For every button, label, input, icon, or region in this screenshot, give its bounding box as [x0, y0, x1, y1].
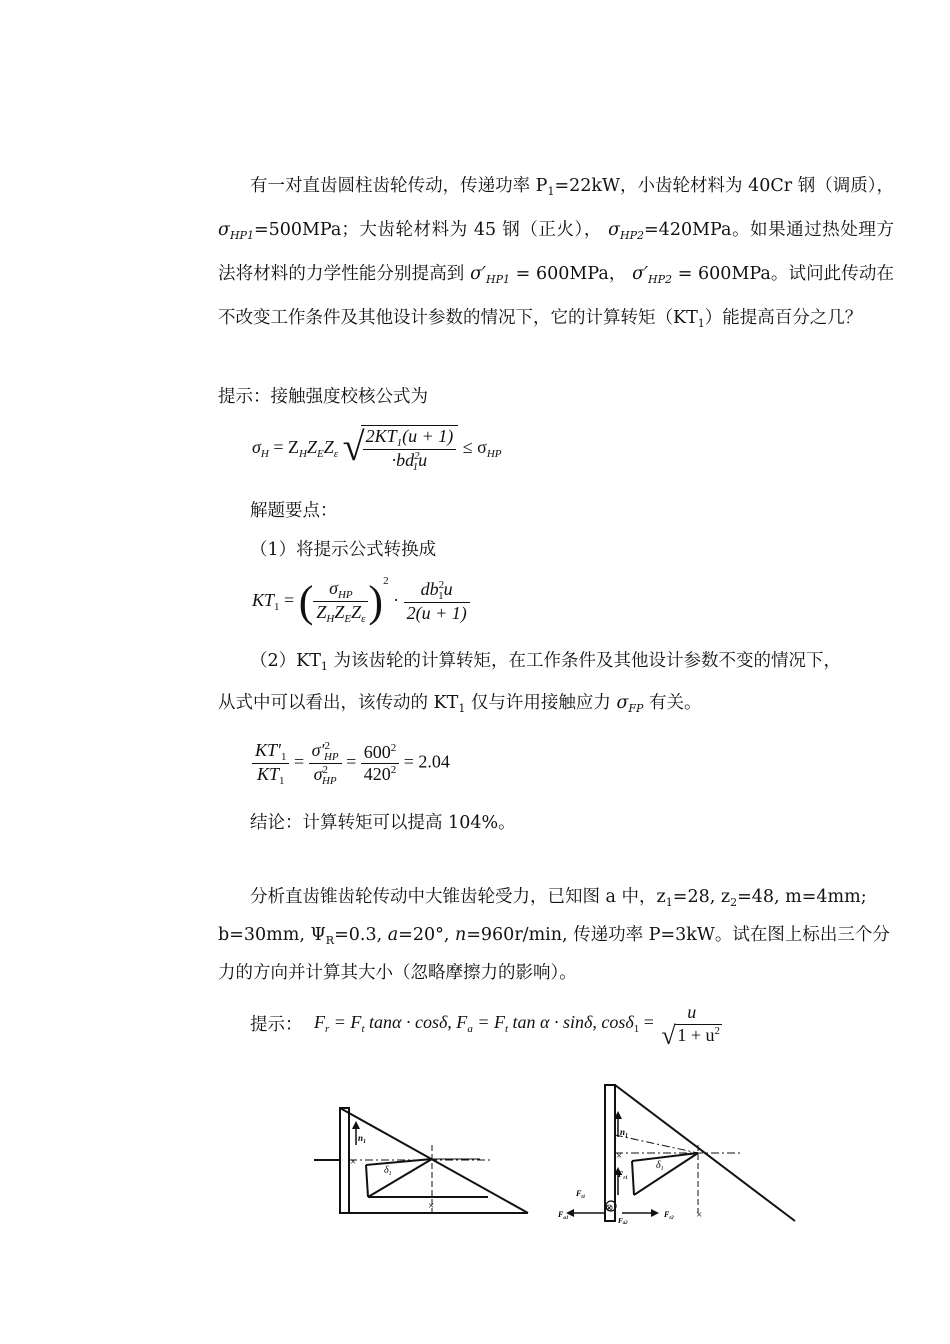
- text-run: =20°,: [398, 925, 455, 945]
- label-n1: $n_1$: [620, 1127, 629, 1139]
- sub: a: [467, 1023, 473, 1036]
- problem2-hint-label: 提示：: [250, 1015, 303, 1035]
- sub: HP: [337, 589, 353, 602]
- into-page-symbol: ⊗: [605, 1203, 614, 1214]
- sub: ε: [361, 613, 366, 626]
- cross-mark: ×: [696, 1209, 703, 1221]
- sym: σ: [313, 764, 323, 784]
- subscript: 1: [547, 185, 555, 198]
- problem2-line2: [218, 922, 890, 954]
- subscript: HP1: [486, 273, 511, 286]
- text-run: =420MPa。如果通过热处理方法将材料的力学性能分别提高到: [218, 220, 894, 284]
- sym: 2KT: [365, 426, 397, 446]
- sup: 2: [714, 1024, 721, 1037]
- sym: σ: [329, 578, 338, 599]
- cross-mark: ×: [350, 1156, 357, 1168]
- cross-mark: ×: [616, 1150, 623, 1162]
- ratio-formula: [252, 740, 450, 787]
- sym: KT: [252, 590, 275, 610]
- cross-mark: ×: [428, 1200, 435, 1212]
- subscript: 2: [730, 896, 738, 909]
- sym: = 2.04: [399, 751, 450, 772]
- sym: = F: [472, 1012, 505, 1033]
- sym: = F: [329, 1012, 362, 1033]
- problem2-line3: 力的方向并计算其大小（忽略摩擦力的影响）。: [218, 963, 577, 983]
- sym: Z: [323, 437, 334, 458]
- square-root: √ $\frac{2KT_1(u + 1)}{\cdot bd^2_1u}$: [343, 425, 459, 473]
- sym: = Z: [268, 437, 299, 458]
- label-ft1: $F_{t1}$: [576, 1189, 586, 1200]
- text-run: =48, m=4mm;: [737, 887, 867, 907]
- problem1-paragraph: [218, 167, 894, 343]
- symbol: σ: [608, 220, 621, 240]
- subscript: HP2: [648, 273, 673, 286]
- sym: Z: [306, 437, 317, 458]
- text-run: =960r/min, 传递功率 P=3kW。试在图上标出三个分: [466, 925, 890, 945]
- sym: 600: [363, 742, 391, 762]
- label-n1: $n_1$: [358, 1133, 367, 1145]
- text-run: 分析直齿锥齿轮传动中大锥齿轮受力，已知图 a 中，z: [250, 887, 666, 907]
- figure-a: [314, 1108, 528, 1215]
- sub: 1: [274, 601, 280, 613]
- text-run: ）能提高百分之几？: [704, 308, 863, 328]
- text-run: =28, z: [672, 887, 731, 907]
- text-run: = 600MPa，: [510, 264, 627, 284]
- contact-stress-formula: [252, 425, 502, 473]
- solution-label: 解题要点：: [250, 501, 338, 521]
- text-run: 有一对直齿圆柱齿轮传动，传递功率 P: [250, 176, 548, 196]
- sub: 1: [412, 461, 419, 473]
- subscript: 1: [665, 896, 673, 909]
- text-run: =0.3,: [334, 925, 388, 945]
- text-run: 为该齿轮的计算转矩，在工作条件及其他设计参数不变的情况下，: [327, 651, 841, 671]
- sym: ≤ σ: [462, 437, 487, 458]
- sup: 2: [383, 575, 389, 587]
- sym: u: [418, 450, 428, 470]
- sub: ε: [333, 448, 339, 461]
- sym: u: [443, 579, 453, 600]
- symbol: σ: [616, 693, 629, 713]
- shaft-rect: [340, 1108, 349, 1213]
- sub: 1: [280, 751, 287, 763]
- text-run: = 600MPa。试问此传动在不改变工作条件及其他设计参数的情况下，它的计算转矩（KT: [218, 264, 894, 328]
- symbol: σ′: [470, 264, 487, 284]
- sup: 2: [390, 742, 397, 754]
- step1-label: （1）将提示公式转换成: [250, 540, 437, 560]
- sub: r: [325, 1023, 330, 1036]
- subscript: 1: [458, 702, 466, 715]
- sub: H: [299, 448, 307, 461]
- sym: Z: [316, 602, 327, 623]
- subscript: R: [325, 934, 335, 947]
- sub: 1: [396, 437, 403, 449]
- label-fa1: $F_{a1}$: [558, 1210, 569, 1221]
- sym: KT: [256, 764, 279, 784]
- sub: 1: [279, 775, 285, 787]
- label-delta1: $\delta_1$: [384, 1165, 392, 1177]
- sup: 2: [438, 579, 445, 592]
- bevel-gear-figures: [300, 1075, 810, 1235]
- sym: tanα · cosδ, F: [364, 1012, 468, 1033]
- bevel-force-formula: $F_r = F_t$ tanα · cosδ, $F_a = F_t$ tan α · sinδ, cosδ$_1$ = u √ $1 + u^2$: [314, 1002, 721, 1050]
- text-run: b=30mm, Ψ: [218, 925, 326, 945]
- text-run: 有关。: [643, 693, 702, 713]
- torque-formula: $KT_1$ = ( $\frac{\sigma_{HP}}{Z_HZ_EZ_\varepsilon}$ )$^2$ · $\frac{db^2_1u}{2(u + 1)}$: [252, 575, 470, 625]
- subscript: HP2: [620, 229, 645, 242]
- sym: σ: [252, 437, 261, 458]
- sym: (u + 1): [402, 426, 454, 446]
- sup: 2: [324, 740, 330, 752]
- sym: ·bd: [391, 450, 415, 470]
- sub: 1: [633, 1023, 640, 1036]
- text-run: （2）KT: [250, 651, 321, 671]
- sym: db: [420, 579, 439, 600]
- sym: =: [341, 751, 361, 772]
- sub: H: [260, 448, 269, 461]
- sym: 420: [363, 764, 391, 784]
- sup: 2: [390, 764, 397, 776]
- sub: t: [504, 1023, 509, 1036]
- sup: 2: [414, 450, 420, 462]
- conclusion: 结论：计算转矩可以提高 104%。: [250, 813, 516, 833]
- symbol: n: [454, 925, 467, 945]
- symbol: σ′: [632, 264, 649, 284]
- text-run: 仅与许用接触应力: [465, 693, 617, 713]
- text-run: =500MPa；大齿轮材料为 45 钢（正火），: [253, 220, 602, 240]
- sym: =: [289, 751, 309, 772]
- sub: E: [316, 448, 324, 461]
- sub: H: [326, 613, 335, 626]
- label-delta1: $\delta_1$: [656, 1160, 664, 1172]
- symbol: σ: [218, 220, 230, 240]
- problem2-line1: [250, 884, 867, 916]
- label-fa2: Fa2: [618, 1217, 628, 1226]
- sym: ·: [393, 590, 404, 610]
- figure-b: [566, 1085, 795, 1221]
- subscript: 1: [320, 660, 328, 673]
- sym: KT′: [255, 740, 281, 760]
- sub: 1: [438, 590, 444, 603]
- sub: HP: [486, 448, 502, 461]
- sym: =: [279, 590, 299, 610]
- sym: Z: [334, 602, 345, 623]
- sub: HP: [321, 775, 337, 787]
- step2-line1: [250, 648, 841, 680]
- sym: σ′: [311, 740, 325, 760]
- sym: 2(u + 1): [406, 603, 467, 624]
- text-run: 从式中可以看出，该传动的 KT: [218, 693, 459, 713]
- sym: tan α · sinδ, cosδ: [508, 1012, 634, 1033]
- sym: F: [314, 1012, 325, 1033]
- sub: t: [361, 1023, 365, 1036]
- symbol: a: [387, 925, 399, 945]
- sym: Z: [351, 602, 362, 623]
- sym: 1 + u: [677, 1024, 715, 1045]
- sub: HP: [323, 751, 339, 763]
- subscript: FP: [628, 702, 644, 715]
- hint-label: 提示：接触强度校核公式为: [218, 387, 428, 407]
- sub: E: [344, 613, 352, 626]
- text-run: =22kW，小齿轮材料为 40Cr 钢（调质），: [554, 176, 894, 196]
- subscript: HP1: [229, 229, 254, 242]
- sym: u: [687, 1002, 697, 1022]
- step2-line2: [218, 690, 702, 722]
- subscript: 1: [697, 317, 705, 330]
- label-fr1: $F_{r1}$: [618, 1170, 628, 1181]
- label-fr2: $F_{r2}$: [664, 1210, 674, 1221]
- sup: 2: [322, 764, 328, 776]
- sym: =: [639, 1012, 659, 1033]
